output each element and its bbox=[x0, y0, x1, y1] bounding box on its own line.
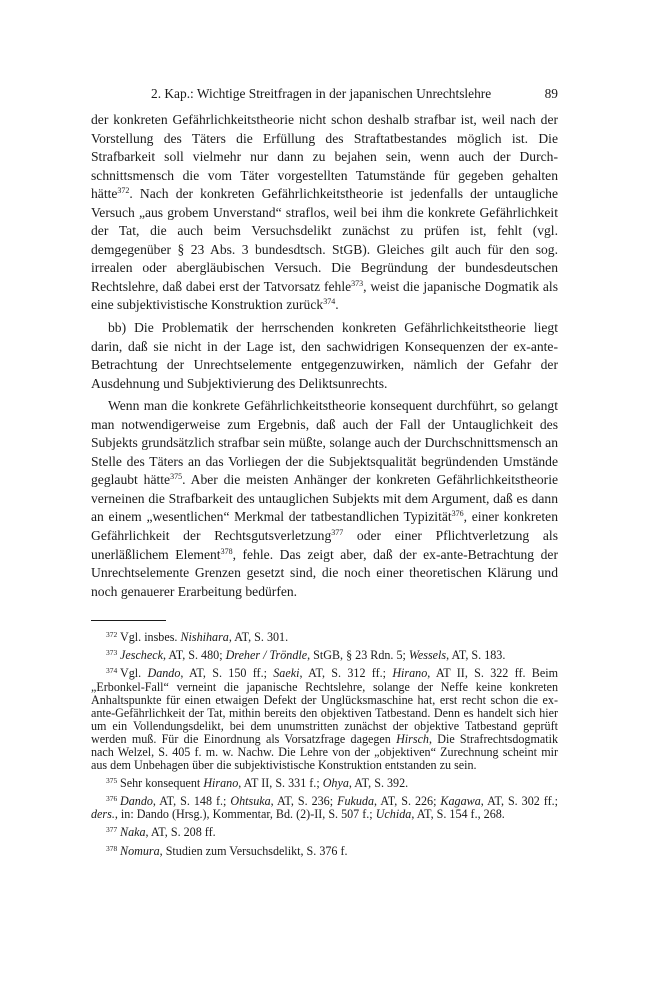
author-name: Hirano bbox=[203, 776, 239, 791]
footnote-number-value: 374 bbox=[106, 666, 118, 676]
footnote bbox=[91, 795, 558, 821]
author-name: Ohya bbox=[322, 776, 349, 791]
text-run: , AT, S. 480; bbox=[162, 648, 226, 663]
text-run: , AT, S. 301. bbox=[228, 630, 289, 645]
text-run: , AT, S. 302 ff.; bbox=[480, 794, 559, 809]
footnote bbox=[91, 845, 558, 858]
footnote-ref: 374 bbox=[323, 297, 336, 307]
footnote bbox=[91, 667, 558, 772]
footnote-number-value: 375 bbox=[106, 776, 118, 786]
text-run: , AT, S. 148 f.; bbox=[152, 794, 231, 809]
author-name: Wessels bbox=[408, 648, 447, 663]
running-head bbox=[91, 86, 558, 102]
text-run: , AT II, S. 331 f.; bbox=[238, 776, 323, 791]
text-run: , fehle. Das zeigt aber, daß der ex-ante-Betrachtung der Unrechtselemente Grenzen gesetzt sind, die noch einer theoretischen Klärung und noch genauerer Erarbeitung bedürfen. bbox=[91, 546, 558, 599]
text-run: , StGB, § 23 Rdn. 5; bbox=[307, 648, 409, 663]
text-run: , AT, S. 312 ff.; bbox=[299, 666, 393, 681]
text-run: , AT, S. 208 ff. bbox=[145, 825, 216, 840]
text-run: , AT, S. 183. bbox=[446, 648, 506, 663]
footnote-ref: 373 bbox=[351, 278, 364, 288]
text-run: Vgl. insbes. bbox=[120, 630, 181, 645]
running-head-title: 2. Kap.: Wichtige Streitfragen in der japanischen Unrechtslehre bbox=[151, 86, 492, 101]
text-run: bb) Die Problematik der herrschenden konkreten Gefährlichkeitstheorie liegt darin, daß sie nicht in der Lage ist, den sachwidrigen Konsequenzen der ex-ante-Betrachtung der Unrechtselemente entgegenzuwirken, nämlich der Gefahr der Ausdehnung und Subjektivierung des Deliktsunrechts. bbox=[91, 320, 558, 391]
footnote-number bbox=[91, 845, 120, 858]
paragraph bbox=[91, 111, 558, 315]
author-name: Naka bbox=[120, 825, 146, 840]
footnote-number-value: 372 bbox=[106, 630, 118, 640]
text-run: , einer konkreten Gefährlichkeit der Rechtsgutsverletzung bbox=[91, 509, 558, 544]
text-run: Vgl. bbox=[120, 666, 148, 681]
author-name: Dreher / Tröndle bbox=[225, 648, 308, 663]
text-run: , AT, S. 154 f., 268. bbox=[411, 807, 505, 822]
footnotes bbox=[91, 631, 558, 857]
footnote-number bbox=[91, 631, 120, 644]
author-name: Ohtsuka bbox=[230, 794, 271, 809]
text-run: oder einer Pflichtverletzung als unerläßlichem Element bbox=[91, 528, 558, 562]
text-run: der konkreten Gefährlichkeitstheorie nicht schon deshalb strafbar ist, weil nach der Vorstellung des Täters die Erfüllung des Straftatbestandes möglich ist. Die Strafbarkeit soll vielmehr nur dann zu bejahen sein, wenn auch der Durchschnittsmensch die vom Täter vorgestellten Tatumstände für gegeben gehalten hätte bbox=[91, 112, 558, 202]
author-name: Hirano bbox=[392, 666, 428, 681]
author-name: Saeki bbox=[273, 666, 300, 681]
author-name: Hirsch bbox=[396, 731, 429, 746]
page-number: 89 bbox=[544, 86, 558, 101]
footnote-number bbox=[91, 777, 120, 790]
text-run: , AT II, S. 322 ff. Beim „Erbonkel-Fall“ verneint die japanische Rechtslehre, solange der Neffe keine konkreten Anhaltspunkte für einen etwaigen Defekt der Unglücksmaschine hat, erst recht schon die ex-ante-Gefährlichkeit der Tat, mithin bereits den objektiven Tatbestand. Denn es handelt sich hier um ein Vollendungsdelikt, bei dem unumstritten zunächst der objektive Tatbestand geprüft werden muß. Für die Einordnung als Vorsatzfrage dagegen bbox=[91, 666, 558, 746]
footnote-number-value: 378 bbox=[106, 843, 118, 853]
author-name: Fukuda bbox=[337, 794, 375, 809]
text-run: Sehr konsequent bbox=[120, 776, 204, 791]
footnote-ref: 378 bbox=[220, 546, 233, 556]
author-name: Dando bbox=[147, 666, 181, 681]
footnote bbox=[91, 777, 558, 790]
footnote-number bbox=[91, 649, 120, 662]
footnote-ref: 376 bbox=[451, 509, 464, 519]
author-name: Uchida bbox=[375, 807, 412, 822]
author-name: ders. bbox=[91, 807, 115, 822]
text-run: , Studien zum Versuchsdelikt, S. 376 f. bbox=[159, 843, 348, 858]
paragraph bbox=[91, 397, 558, 601]
footnote-number bbox=[91, 826, 120, 839]
text-run: . Nach der konkreten Gefährlichkeitstheorie ist jedenfalls der untaugliche Versuch „aus grobem Unverstand“ straflos, weil bei ihm die konkrete Gefährlichkeit der Tat, die auch beim Versuchsdelikt zunächst zu prüfen ist, fehlt (vgl. demgegenüber § 23 Abs. 3 bundesdtsch. StGB). Gleiches gilt auch für den sog. irrealen oder abergläubischen Versuch. Die Begründung der bundesdeutschen Rechtslehre, daß dabei erst der Tatvorsatz fehle bbox=[91, 186, 558, 294]
footnote-ref: 372 bbox=[117, 186, 130, 196]
text-run: , AT, S. 150 ff.; bbox=[180, 666, 274, 681]
text-run: , in: Dando (Hrsg.), Kommentar, Bd. (2)-II, S. 507 f.; bbox=[114, 807, 376, 822]
text-run: , weist die japanische Dogmatik als eine subjektivistische Konstruktion zurück bbox=[91, 278, 558, 313]
text-run: . Aber die meisten Anhänger der konkreten Gefährlichkeitstheorie verneinen die Strafbarkeit des untauglichen Subjekts mit dem Argument, daß es dann an einem „wesentlichen“ Merkmal der tatbestandlichen Typizität bbox=[91, 472, 558, 525]
footnote-ref: 377 bbox=[331, 528, 344, 538]
author-name: Kagawa bbox=[440, 794, 481, 809]
text-run: Wenn man die konkrete Gefährlichkeitstheorie konsequent durchführt, so gelangt man notwendigerweise zum Ergebnis, daß auch der Fall der Untauglichkeit des Subjekts grundsätzlich strafbar sein müßte, solange auch der Durchschnittsmensch an Stelle des Täters an das Vorliegen der die Subjektsqualität begründenden Umstände geglaubt hätte bbox=[91, 398, 558, 488]
text-run: , AT, S. 236; bbox=[270, 794, 338, 809]
book-page bbox=[91, 86, 558, 863]
paragraph bbox=[91, 319, 558, 393]
main-text bbox=[91, 111, 558, 601]
text-run: , AT, S. 392. bbox=[348, 776, 409, 791]
footnote-number-value: 377 bbox=[106, 825, 118, 835]
footnote-number-value: 373 bbox=[106, 648, 118, 658]
text-run: . bbox=[335, 297, 339, 313]
text-run: , AT, S. 226; bbox=[374, 794, 441, 809]
text-run: , Die Strafrechtsdogmatik nach Welzel, S. 405 f. m. w. Nachw. Die Lehre von der „objektiven“ Zurechnung scheint mir aus dem Unbehagen über die subjektivistische Konstruktion entstanden zu sein. bbox=[91, 731, 559, 773]
footnote bbox=[91, 631, 558, 644]
footnote bbox=[91, 826, 558, 839]
author-name: Nishihara bbox=[180, 630, 229, 645]
author-name: Nomura bbox=[120, 843, 160, 858]
footnote-separator bbox=[91, 620, 166, 621]
author-name: Jescheck bbox=[120, 648, 163, 663]
footnote-number-value: 376 bbox=[106, 794, 118, 804]
footnote bbox=[91, 649, 558, 662]
footnote-ref: 375 bbox=[170, 472, 183, 482]
author-name: Dando bbox=[120, 794, 153, 809]
